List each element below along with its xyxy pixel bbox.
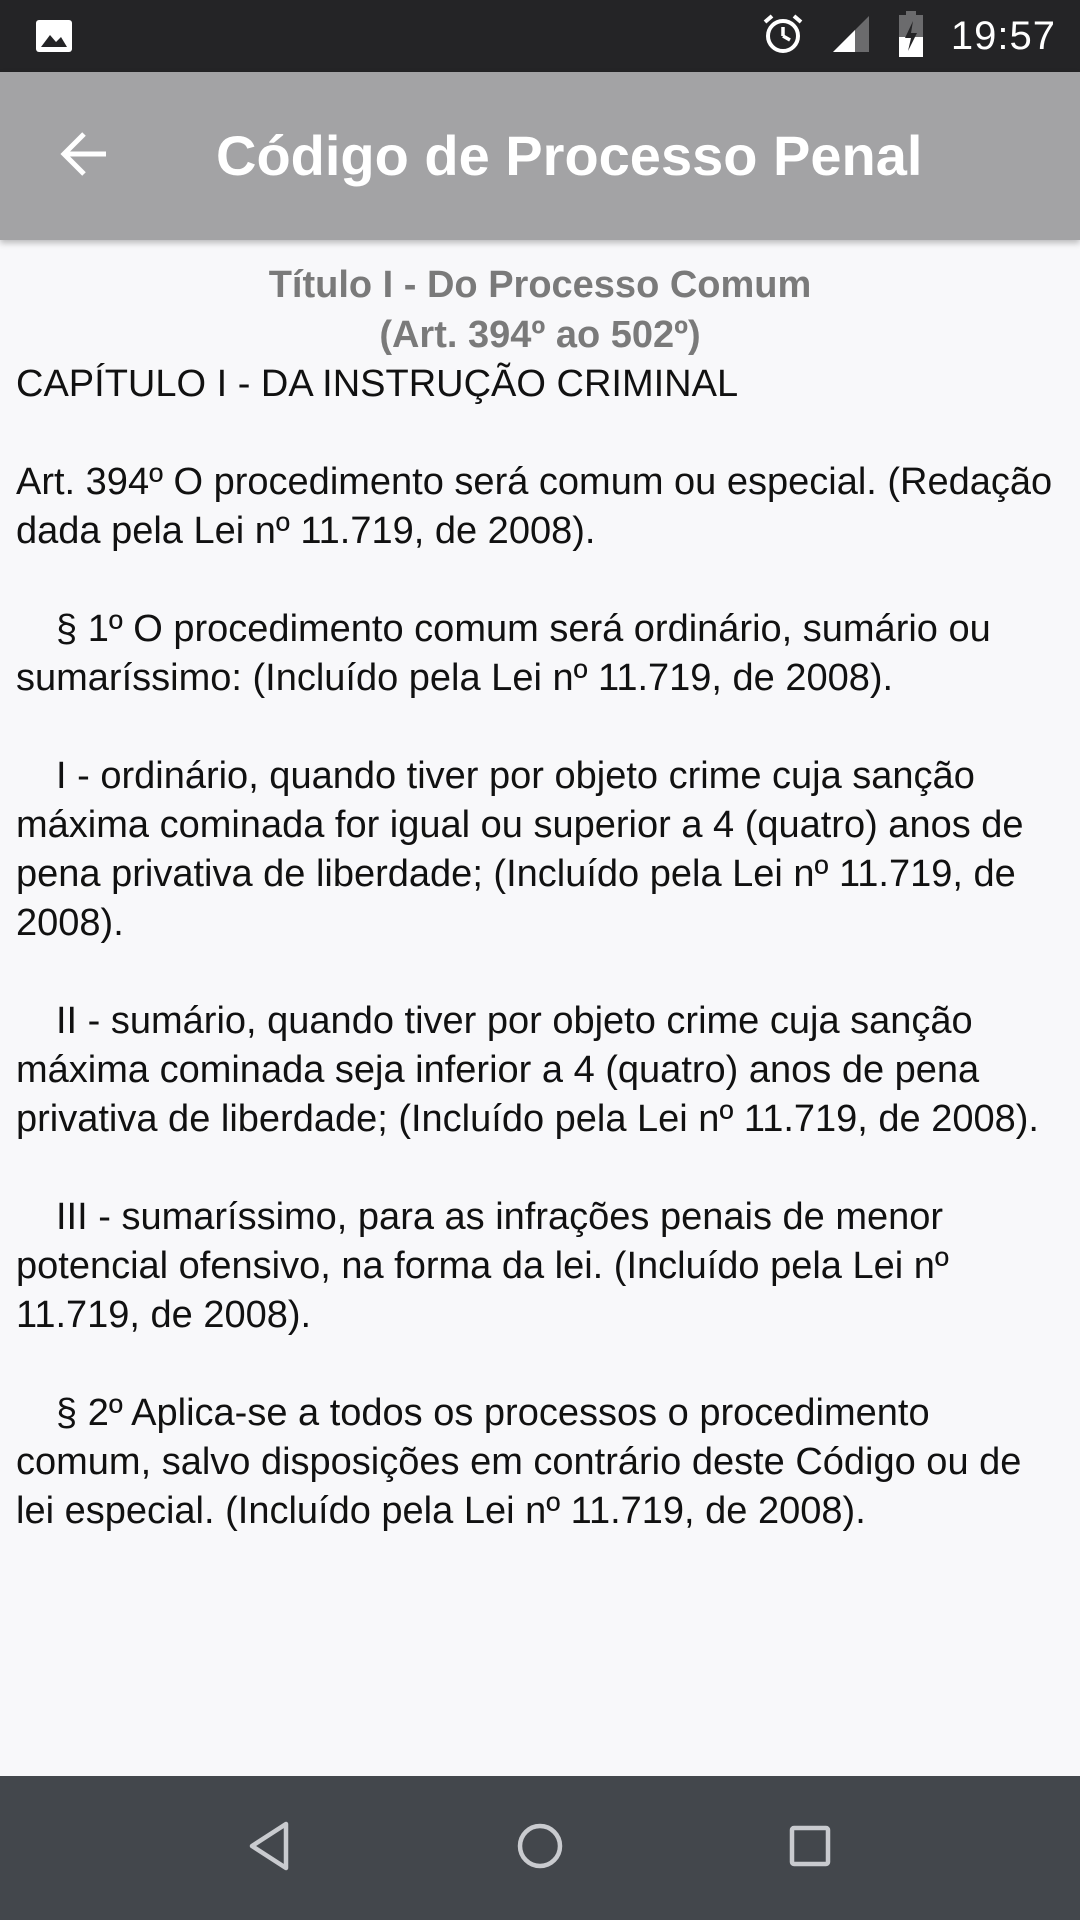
back-triangle-icon [246, 1820, 294, 1877]
status-time: 19:57 [950, 13, 1056, 58]
section-title [0, 260, 1080, 360]
law-text [0, 360, 1080, 1536]
app-bar [0, 72, 1080, 240]
section-title-line1: Título I - Do Processo Comum [268, 264, 812, 306]
status-bar [0, 0, 1080, 72]
arrow-left-icon [58, 128, 110, 185]
page-title: Código de Processo Penal [216, 124, 923, 187]
nav-recents-button[interactable] [774, 1812, 846, 1884]
article-paragraph: § 2º Aplica-se a todos os processos o procedimento comum, salvo disposições em contrário deste Código ou de lei especial. (Incluído pela Lei nº 11.719, de 2008). [16, 1392, 1022, 1532]
navigation-bar [0, 1776, 1080, 1920]
nav-home-button[interactable] [504, 1812, 576, 1884]
image-icon [34, 16, 74, 56]
battery-charging-icon [897, 11, 925, 62]
chapter-heading: CAPÍTULO I - DA INSTRUÇÃO CRIMINAL [16, 363, 739, 405]
article-paragraph: III - sumaríssimo, para as infrações penais de menor potencial ofensivo, na forma da lei. (Incluído pela Lei nº 11.719, de 2008). [16, 1196, 949, 1336]
nav-back-button[interactable] [234, 1812, 306, 1884]
home-circle-icon [514, 1820, 566, 1877]
article-paragraph: § 1º O procedimento comum será ordinário, sumário ou sumaríssimo: (Incluído pela Lei nº 11.719, de 2008). [16, 608, 991, 699]
article-paragraph: Art. 394º O procedimento será comum ou especial. (Redação dada pela Lei nº 11.719, de 2008). [16, 461, 1053, 552]
article-paragraph: II - sumário, quando tiver por objeto crime cuja sanção máxima cominada seja inferior a 4 (quatro) anos de pena privativa de liberdade; (Incluído pela Lei nº 11.719, de 2008). [16, 1000, 1039, 1140]
alarm-icon [761, 12, 805, 61]
signal-icon [831, 14, 871, 59]
recents-square-icon [786, 1822, 834, 1875]
back-button[interactable] [40, 116, 128, 196]
article-paragraph: I - ordinário, quando tiver por objeto crime cuja sanção máxima cominada for igual ou superior a 4 (quatro) anos de pena privativa de liberdade; (Incluído pela Lei nº 11.719, de 2008). [16, 755, 1024, 944]
section-title-line2: (Art. 394º ao 502º) [379, 314, 701, 356]
article-content[interactable] [0, 240, 1080, 1612]
